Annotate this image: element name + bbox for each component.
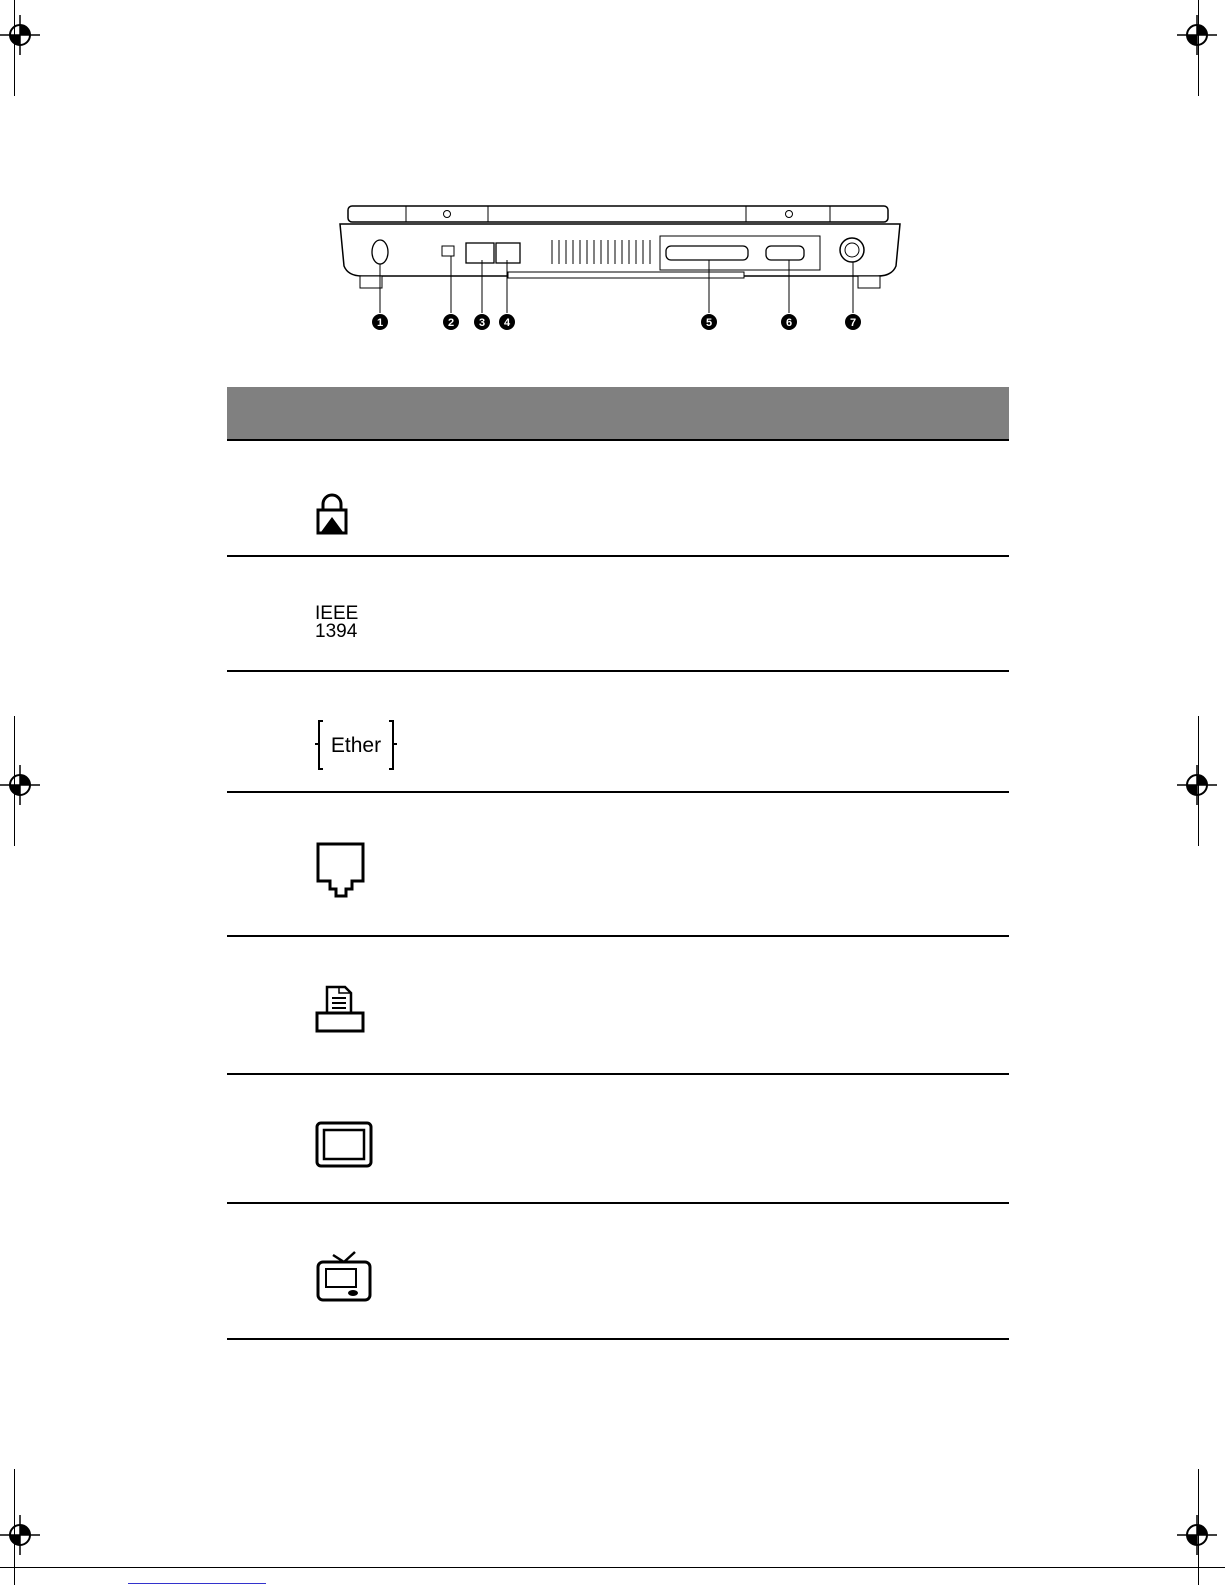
- callout-4: [499, 314, 515, 330]
- table-row-ieee-1394: [227, 557, 1009, 672]
- registration-mark-icon: [1177, 1515, 1217, 1555]
- svg-text:4: 4: [503, 317, 511, 329]
- callout-7: [845, 314, 861, 330]
- crop-line: [14, 0, 15, 96]
- svg-text:7: 7: [849, 317, 857, 329]
- table-row-tv: [227, 1204, 1009, 1340]
- crop-line: [14, 716, 15, 846]
- table-row-lock: [227, 441, 1009, 557]
- footer-link[interactable]: [128, 1583, 266, 1584]
- ethernet-icon: [315, 719, 397, 771]
- modem-jack-icon: [315, 841, 367, 899]
- table-row-printer: [227, 937, 1009, 1075]
- registration-mark-icon: [0, 765, 40, 805]
- svg-text:Ether: Ether: [330, 734, 382, 757]
- ports-table: [227, 387, 1009, 1340]
- callout-2: [443, 314, 459, 330]
- table-header: [227, 387, 1009, 441]
- page-bottom-rule: [0, 1567, 1225, 1568]
- registration-mark-icon: [0, 15, 40, 55]
- callout-3: [474, 314, 490, 330]
- crop-line: [1198, 0, 1199, 96]
- lock-icon: [315, 493, 349, 535]
- table-row-monitor: [227, 1075, 1009, 1204]
- tv-icon: [315, 1250, 373, 1302]
- registration-mark-icon: [0, 1515, 40, 1555]
- printer-icon: [315, 983, 365, 1035]
- laptop-rear-view-diagram: [330, 198, 910, 338]
- monitor-icon: [315, 1121, 373, 1169]
- callout-6: [781, 314, 797, 330]
- registration-mark-icon: [1177, 15, 1217, 55]
- svg-text:3: 3: [478, 317, 486, 329]
- registration-mark-icon: [1177, 765, 1217, 805]
- callout-1: [372, 314, 388, 330]
- ieee-1394-icon: IEEE 1394: [315, 603, 359, 642]
- svg-text:2: 2: [447, 317, 455, 329]
- crop-line: [1198, 716, 1199, 846]
- table-row-ethernet: [227, 672, 1009, 793]
- svg-text:6: 6: [785, 317, 793, 329]
- table-row-modem: [227, 793, 1009, 937]
- svg-text:1: 1: [376, 317, 384, 329]
- callout-5: [701, 314, 717, 330]
- svg-text:5: 5: [705, 317, 713, 329]
